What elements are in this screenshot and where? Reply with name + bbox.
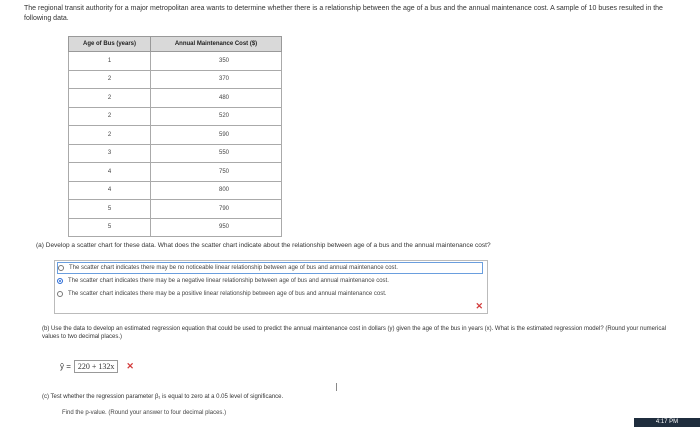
cell-cost: 590 — [151, 126, 282, 145]
header-cost: Annual Maintenance Cost ($) — [151, 37, 282, 52]
table-row — [69, 181, 282, 200]
table-row — [69, 126, 282, 145]
cell-cost: 350 — [151, 52, 282, 71]
option-label: The scatter chart indicates there may be no noticeable linear relationship between age of bus and annual maintenance cost. — [69, 265, 398, 271]
radio-button-selected[interactable] — [57, 278, 63, 284]
cell-cost: 550 — [151, 144, 282, 163]
table-row — [69, 89, 282, 108]
regression-answer-input[interactable]: 220 + 132x — [74, 360, 119, 373]
part-c-subquestion: Find the p-value. (Round your answer to four decimal places.) — [62, 410, 227, 416]
cell-age: 2 — [69, 107, 151, 126]
incorrect-x-icon: ✕ — [126, 361, 134, 371]
part-a-options — [54, 260, 488, 314]
cell-cost: 370 — [151, 70, 282, 89]
cell-age: 2 — [69, 89, 151, 108]
table-row — [69, 218, 282, 237]
problem-intro: The regional transit authority for a major metropolitan area wants to determine whether there is a relationship between the age of a bus and the annual maintenance cost. A sample of 10 buses resulted in the following data. — [24, 5, 663, 22]
cell-age: 4 — [69, 181, 151, 200]
option-label: The scatter chart indicates there may be a positive linear relationship between age of bus and annual maintenance cost. — [68, 291, 387, 297]
cell-cost: 480 — [151, 89, 282, 108]
cell-age: 5 — [69, 218, 151, 237]
mouse-cursor-icon — [336, 383, 342, 391]
cell-age: 1 — [69, 52, 151, 71]
data-table — [68, 36, 282, 237]
option-label: The scatter chart indicates there may be a negative linear relationship between age of bus and annual maintenance cost. — [68, 278, 389, 284]
table-row — [69, 70, 282, 89]
cell-age: 2 — [69, 70, 151, 89]
cell-age: 4 — [69, 163, 151, 182]
cell-age: 3 — [69, 144, 151, 163]
header-age: Age of Bus (years) — [69, 37, 151, 52]
cell-age: 2 — [69, 126, 151, 145]
table-row — [69, 163, 282, 182]
option-positive-relationship[interactable] — [57, 288, 487, 300]
regression-equation — [60, 360, 134, 373]
option-negative-relationship[interactable] — [57, 275, 487, 287]
cell-cost: 520 — [151, 107, 282, 126]
cell-cost: 790 — [151, 200, 282, 219]
radio-button[interactable] — [58, 265, 64, 271]
part-b-question: (b) Use the data to develop an estimated regression equation that could be used to predict the annual maintenance cost in dollars (y) given the age of the bus in years (x). What is the estimated regression model? (Round your numerical values to two decimal places.) — [42, 326, 667, 340]
cell-age: 5 — [69, 200, 151, 219]
yhat-label: ŷ = — [60, 362, 71, 371]
cell-cost: 750 — [151, 163, 282, 182]
part-a-question: (a) Develop a scatter chart for these data. What does the scatter chart indicate about the relationship between age of a bus and the annual maintenance cost? — [36, 242, 491, 249]
table-row — [69, 200, 282, 219]
table-row — [69, 144, 282, 163]
incorrect-x-icon: ✕ — [475, 301, 483, 311]
table-header-row — [69, 37, 282, 52]
cell-cost: 800 — [151, 181, 282, 200]
table-row — [69, 107, 282, 126]
part-c-question: (c) Test whether the regression parameter β₁ is equal to zero at a 0.05 level of significance. — [42, 394, 284, 400]
radio-button[interactable] — [57, 291, 63, 297]
cell-cost: 950 — [151, 218, 282, 237]
table-row — [69, 52, 282, 71]
option-no-relationship[interactable] — [57, 262, 483, 274]
taskbar-clock: 4:17 PM — [634, 418, 700, 427]
